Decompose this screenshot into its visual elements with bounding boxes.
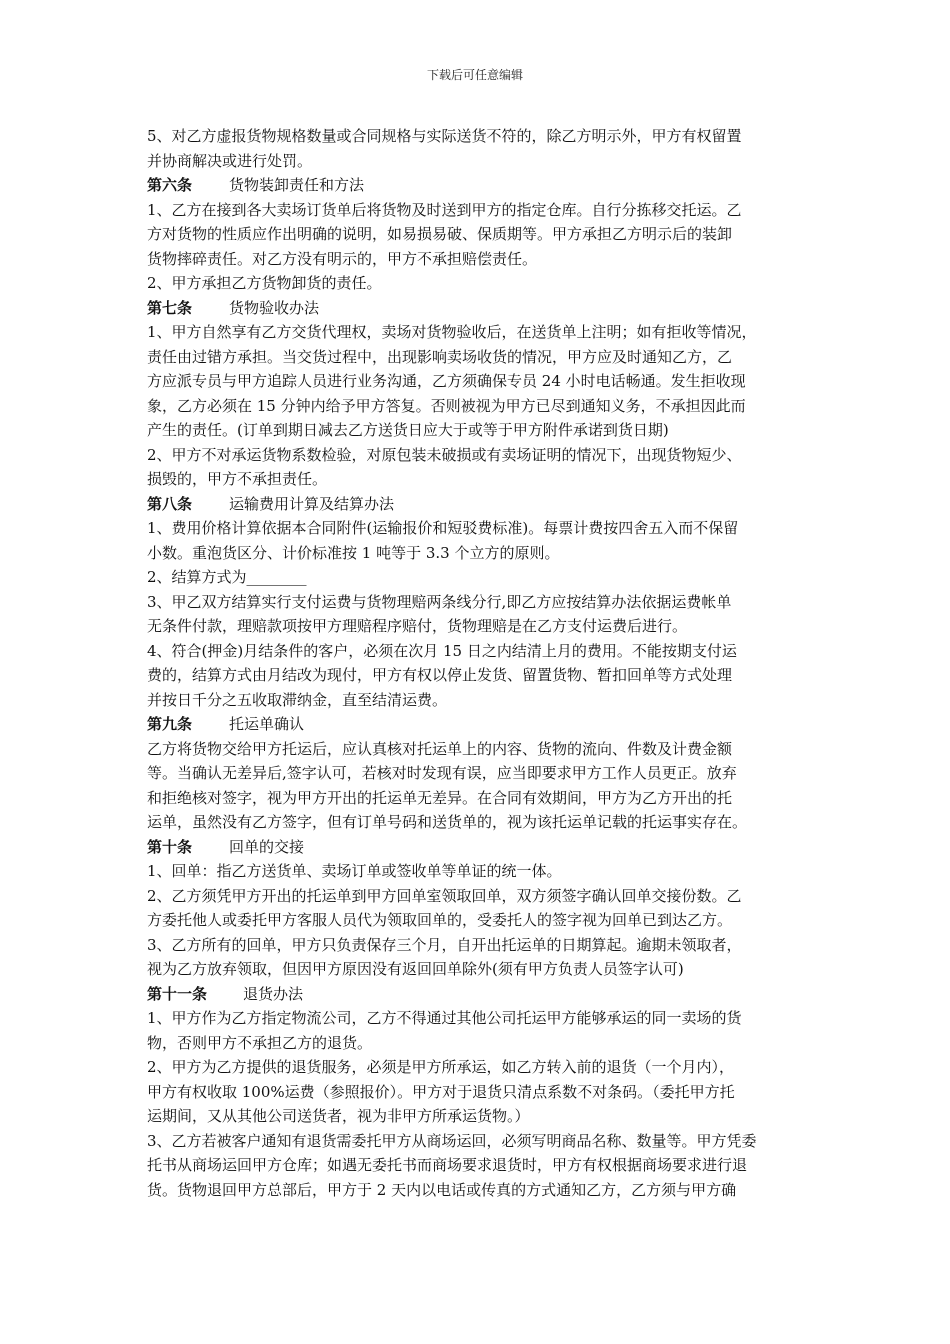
paragraph-line: 方委托他人或委托甲方客服人员代为领取回单的，受委托人的签字视为回单已到达乙方。	[147, 911, 733, 929]
paragraph-line: 1、甲方作为乙方指定物流公司，乙方不得通过其他公司托运甲方能够承运的同一卖场的货	[147, 1009, 742, 1027]
section-number: 第六条	[147, 176, 193, 194]
paragraph-line: 损毁的，甲方不承担责任。	[147, 470, 328, 488]
section-heading	[147, 173, 809, 198]
paragraph-line: 并按日千分之五收取滞纳金，直至结清运费。	[147, 690, 448, 709]
paragraph-line: 费的，结算方式由月结改为现付，甲方有权以停止发货、留置货物、暂扣回单等方式处理	[147, 666, 733, 684]
paragraph-line: 1、乙方在接到各大卖场订货单后将货物及时送到甲方的指定仓库。自行分拣移交托运。乙	[147, 200, 742, 219]
section-number: 第十一条	[147, 984, 208, 1003]
clause-paragraph	[147, 443, 809, 492]
paragraph-line: 甲方有权收取 100%运费（参照报价）。甲方对于退货只清点系数不对条码。（委托甲方托	[147, 1082, 735, 1101]
page-header: 下载后可任意编辑	[426, 68, 523, 82]
paragraph-line: 等。当确认无差异后,签字认可，若核对时发现有误，应当即要求甲方工作人员更正。放弃	[147, 764, 737, 782]
paragraph-line: 托书从商场运回甲方仓库；如遇无委托书而商场要求退货时，甲方有权根据商场要求进行退	[147, 1156, 748, 1174]
section-heading	[147, 982, 809, 1007]
paragraph-line: 2、甲方承担乙方货物卸货的责任。	[147, 274, 382, 292]
section-title: 回单的交接	[229, 837, 305, 856]
clause-paragraph	[147, 590, 809, 639]
section-number: 第七条	[147, 298, 193, 317]
clause-paragraph	[147, 198, 809, 272]
paragraph-line: 并协商解决或进行处罚。	[147, 151, 313, 170]
paragraph-line: 运单，虽然没有乙方签字，但有订单号码和送货单的，视为该托运单记载的托运事实存在。	[147, 813, 748, 831]
clause-paragraph	[147, 1006, 809, 1055]
clause-paragraph	[147, 1055, 809, 1129]
clause-paragraph	[147, 859, 809, 884]
clause-paragraph	[147, 737, 809, 835]
paragraph-line: 产生的责任。(订单到期日减去乙方送货日应大于或等于甲方附件承诺到货日期)	[147, 421, 669, 439]
section-title: 运输费用计算及结算办法	[229, 494, 395, 513]
paragraph-line: 货物摔碎责任。对乙方没有明示的，甲方不承担赔偿责任。	[147, 249, 538, 268]
paragraph-line: 视为乙方放弃领取，但因甲方原因没有返回回单除外(须有甲方负责人员签字认可)	[147, 960, 684, 978]
paragraph-line: 方对货物的性质应作出明确的说明，如易损易破、保质期等。甲方承担乙方明示后的装卸	[147, 225, 733, 243]
paragraph-line: 货。货物退回甲方总部后，甲方于 2 天内以电话或传真的方式通知乙方，乙方须与甲方确	[147, 1180, 737, 1199]
section-heading	[147, 492, 809, 517]
clause-paragraph	[147, 320, 809, 443]
section-title: 退货办法	[243, 984, 304, 1003]
paragraph-line: 责任由过错方承担。当交货过程中，出现影响卖场收货的情况，甲方应及时通知乙方，乙	[147, 347, 733, 366]
paragraph-line: 和拒绝核对签字，视为甲方开出的托运单无差异。在合同有效期间，甲方为乙方开出的托	[147, 788, 733, 807]
section-title: 托运单确认	[229, 715, 305, 733]
paragraph-line: 2、甲方为乙方提供的退货服务，必须是甲方所承运，如乙方转入前的退货（一个月内），	[147, 1058, 735, 1076]
document-body	[147, 124, 809, 1202]
paragraph-line: 象，乙方必须在 15 分钟内给予甲方答复。否则被视为甲方已尽到通知义务，不承担因此而	[147, 396, 746, 415]
clause-paragraph	[147, 639, 809, 713]
paragraph-line: 3、乙方所有的回单，甲方只负责保存三个月，自开出托运单的日期算起。逾期未领取者，	[147, 935, 742, 954]
paragraph-line: 小数。重泡货区分、计价标准按 1 吨等于 3.3 个立方的原则。	[147, 543, 560, 562]
paragraph-line: 2、甲方不对承运货物系数检验，对原包装未破损或有卖场证明的情况下，出现货物短少、	[147, 445, 742, 464]
clause-paragraph	[147, 884, 809, 933]
section-heading	[147, 296, 809, 321]
clause-paragraph	[147, 516, 809, 565]
clause-paragraph	[147, 933, 809, 982]
paragraph-line: 3、甲乙双方结算实行支付运费与货物理赔两条线分行,即乙方应按结算办法依据运费帐单	[147, 592, 732, 611]
section-number: 第八条	[147, 494, 193, 513]
section-title: 货物验收办法	[229, 298, 320, 317]
paragraph-line: 4、符合(押金)月结条件的客户，必须在次月 15 日之内结清上月的费用。不能按期支付运	[147, 641, 737, 660]
section-number: 第十条	[147, 837, 193, 856]
clause-paragraph	[147, 271, 809, 296]
clause-paragraph	[147, 1129, 809, 1203]
paragraph-line: 方应派专员与甲方追踪人员进行业务沟通，乙方须确保专员 24 小时电话畅通。发生拒收现	[147, 372, 746, 390]
paragraph-line: 2、乙方须凭甲方开出的托运单到甲方回单室领取回单，双方须签字确认回单交接份数。乙	[147, 886, 742, 905]
section-heading	[147, 712, 809, 737]
section-number: 第九条	[147, 715, 193, 733]
paragraph-line: 1、回单：指乙方送货单、卖场订单或签收单等单证的统一体。	[147, 862, 562, 880]
paragraph-line: 3、乙方若被客户通知有退货需委托甲方从商场运回，必须写明商品名称、数量等。甲方凭委	[147, 1131, 757, 1150]
paragraph-line: 2、结算方式为________	[147, 568, 307, 586]
clause-paragraph	[147, 124, 809, 173]
section-heading	[147, 835, 809, 860]
paragraph-line: 1、费用价格计算依据本合同附件(运输报价和短驳费标准)。每票计费按四舍五入而不保留	[147, 519, 739, 537]
section-title: 货物装卸责任和方法	[229, 176, 365, 194]
paragraph-line: 无条件付款，理赔款项按甲方理赔程序赔付，货物理赔是在乙方支付运费后进行。	[147, 617, 688, 635]
clause-paragraph	[147, 565, 809, 590]
paragraph-line: 物，否则甲方不承担乙方的退货。	[147, 1033, 373, 1052]
paragraph-line: 乙方将货物交给甲方托运后，应认真核对托运单上的内容、货物的流向、件数及计费金额	[147, 739, 733, 758]
paragraph-line: 5、对乙方虚报货物规格数量或合同规格与实际送货不符的，除乙方明示外，甲方有权留置	[147, 127, 742, 145]
paragraph-line: 1、甲方自然享有乙方交货代理权，卖场对货物验收后，在送货单上注明；如有拒收等情况，	[147, 323, 757, 341]
paragraph-line: 运期间，又从其他公司送货者，视为非甲方所承运货物。）	[147, 1107, 530, 1125]
